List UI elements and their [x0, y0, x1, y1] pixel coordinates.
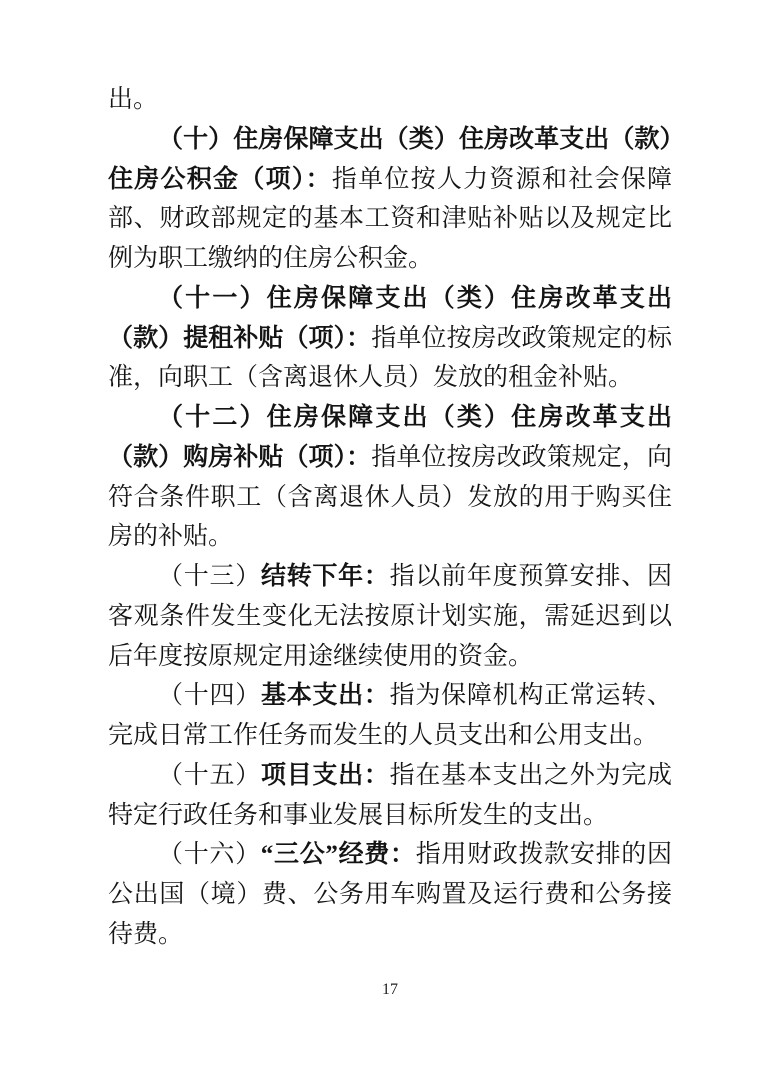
- paragraph-number: （十三）: [158, 563, 261, 590]
- paragraph: [108, 80, 672, 120]
- paragraph-term: （十一）住房保障支出（类）住房改革支出（款）提租补贴（项）：: [108, 284, 672, 352]
- paragraph-text: 出。: [108, 86, 159, 113]
- paragraph-number: （十六）: [158, 841, 261, 869]
- paragraph: [108, 756, 672, 836]
- paragraph-term: （十）住房保障支出（类）住房改革支出（款）住房公积金（项）：: [108, 125, 672, 193]
- paragraph-term: “三公”经费：: [260, 841, 416, 869]
- paragraph-text: 指单位按房改政策规定的标准，向职工（含离退休人员）发放的租金补贴。: [108, 324, 672, 392]
- paragraph: [108, 398, 672, 557]
- paragraph-text: 指以前年度预算安排、因客观条件发生变化无法按原计划实施，需延迟到以后年度按原规定用途继续使用的资金。: [108, 563, 672, 670]
- paragraph-term: 基本支出：: [260, 682, 390, 710]
- paragraph-number: （十四）: [158, 682, 261, 710]
- paragraph-term: 项目支出：: [260, 761, 390, 789]
- paragraph-term: 结转下年：: [260, 563, 390, 590]
- paragraph-text: 指单位按房改政策规定，向符合条件职工（含离退休人员）发放的用于购买住房的补贴。: [108, 443, 672, 551]
- paragraph-term: （十二）住房保障支出（类）住房改革支出（款）购房补贴（项）：: [108, 404, 672, 471]
- paragraph-text: 指在基本支出之外为完成特定行政任务和事业发展目标所发生的支出。: [108, 761, 672, 829]
- paragraph: [108, 279, 672, 398]
- paragraph: [108, 120, 672, 279]
- paragraph-text: 指为保障机构正常运转、完成日常工作任务而发生的人员支出和公用支出。: [108, 682, 672, 749]
- paragraph: [108, 835, 672, 954]
- paragraph-text: 指单位按人力资源和社会保障部、财政部规定的基本工资和津贴补贴以及规定比例为职工缴纳的住房公积金。: [108, 165, 672, 272]
- document-text-block: [108, 80, 672, 955]
- page-number: 17: [382, 981, 398, 998]
- paragraph-text: 指用财政拨款安排的因公出国（境）费、公务用车购置及运行费和公务接待费。: [108, 841, 672, 948]
- paragraph: [108, 676, 672, 756]
- paragraph: [108, 557, 672, 676]
- paragraph-number: （十五）: [158, 761, 261, 789]
